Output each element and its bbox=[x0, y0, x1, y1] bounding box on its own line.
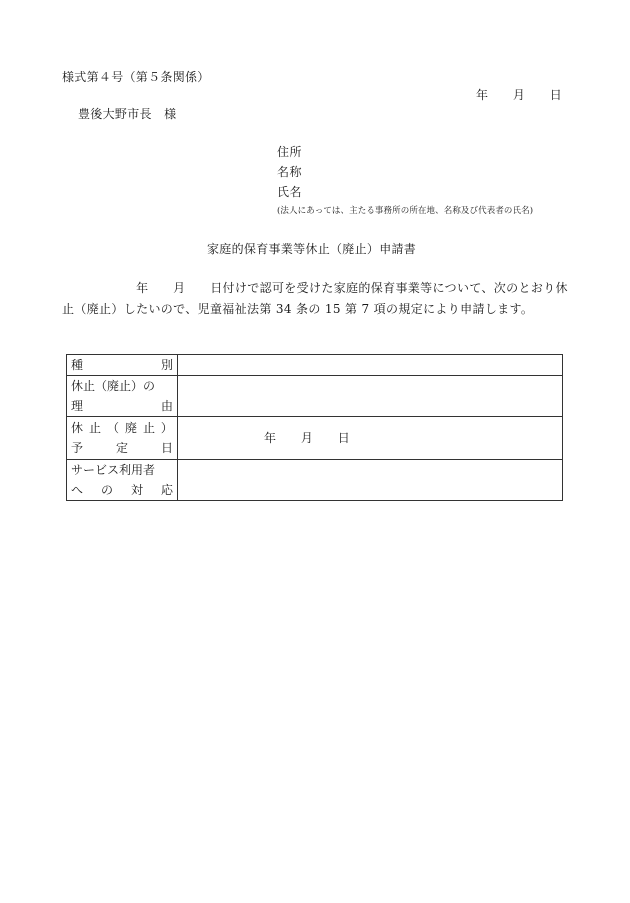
address-label: 住所 bbox=[277, 145, 303, 159]
label-char: へ bbox=[71, 483, 84, 497]
label-char: 理 bbox=[71, 399, 84, 413]
applicant-note: (法人にあっては、主たる事務所の所在地、名称及び代表者の氏名) bbox=[277, 206, 534, 216]
document-title: 家庭的保育事業等休止（廃止）申請書 bbox=[207, 242, 417, 256]
submission-date: 年 月 日 bbox=[476, 88, 563, 102]
label-char: 対 bbox=[130, 483, 143, 497]
reason-value-cell[interactable] bbox=[178, 376, 563, 417]
scheduled-date-value-cell[interactable] bbox=[178, 417, 563, 460]
table-row-type bbox=[67, 355, 563, 376]
label-char: 休 bbox=[71, 421, 84, 435]
addressee: 豊後大野市長 様 bbox=[78, 107, 177, 121]
label-char: （ bbox=[106, 421, 119, 435]
user-response-label-cell bbox=[67, 460, 178, 501]
label-char: 別 bbox=[160, 358, 173, 372]
table-row-scheduled-date bbox=[67, 417, 563, 460]
form-number: 様式第４号（第５条関係） bbox=[62, 70, 210, 84]
label-char: 止 bbox=[142, 421, 155, 435]
name-label: 名称 bbox=[277, 165, 303, 179]
person-name-label: 氏名 bbox=[277, 185, 303, 199]
label-char: 廃 bbox=[124, 421, 137, 435]
label-char: 由 bbox=[160, 399, 173, 413]
type-label bbox=[71, 355, 173, 375]
label-char: の bbox=[100, 483, 113, 497]
label-char: 止 bbox=[88, 421, 101, 435]
scheduled-date-label-cell bbox=[67, 417, 178, 460]
reason-label-line-1: 休止（廃止）の bbox=[71, 379, 156, 393]
user-response-value-cell[interactable] bbox=[178, 460, 563, 501]
scheduled-date-label-line-2 bbox=[71, 438, 173, 458]
table-row-reason bbox=[67, 376, 563, 417]
scheduled-date-label-line-1 bbox=[71, 418, 173, 438]
type-value-cell[interactable] bbox=[178, 355, 563, 376]
scheduled-date-value: 年 月 日 bbox=[264, 431, 351, 445]
user-response-label-line-2 bbox=[71, 480, 173, 500]
label-char: 日 bbox=[160, 441, 173, 455]
user-response-label-line-1: サービス利用者 bbox=[71, 463, 156, 477]
body-text-line-2: 止（廃止）したいので、児童福祉法第 34 条の 15 第 7 項の規定により申請します。 bbox=[62, 302, 534, 316]
label-char: 予 bbox=[71, 441, 84, 455]
reason-label-line-2 bbox=[71, 396, 173, 416]
application-table bbox=[66, 354, 563, 501]
body-text-line-1: 年 月 日付けで認可を受けた家庭的保育事業等について、次のとおり休 bbox=[62, 281, 568, 295]
table-row-user-response bbox=[67, 460, 563, 501]
label-char: 種 bbox=[71, 358, 84, 372]
type-label-cell bbox=[67, 355, 178, 376]
reason-label-cell bbox=[67, 376, 178, 417]
label-char: 定 bbox=[115, 441, 128, 455]
label-char: ） bbox=[160, 421, 173, 435]
label-char: 応 bbox=[160, 483, 173, 497]
